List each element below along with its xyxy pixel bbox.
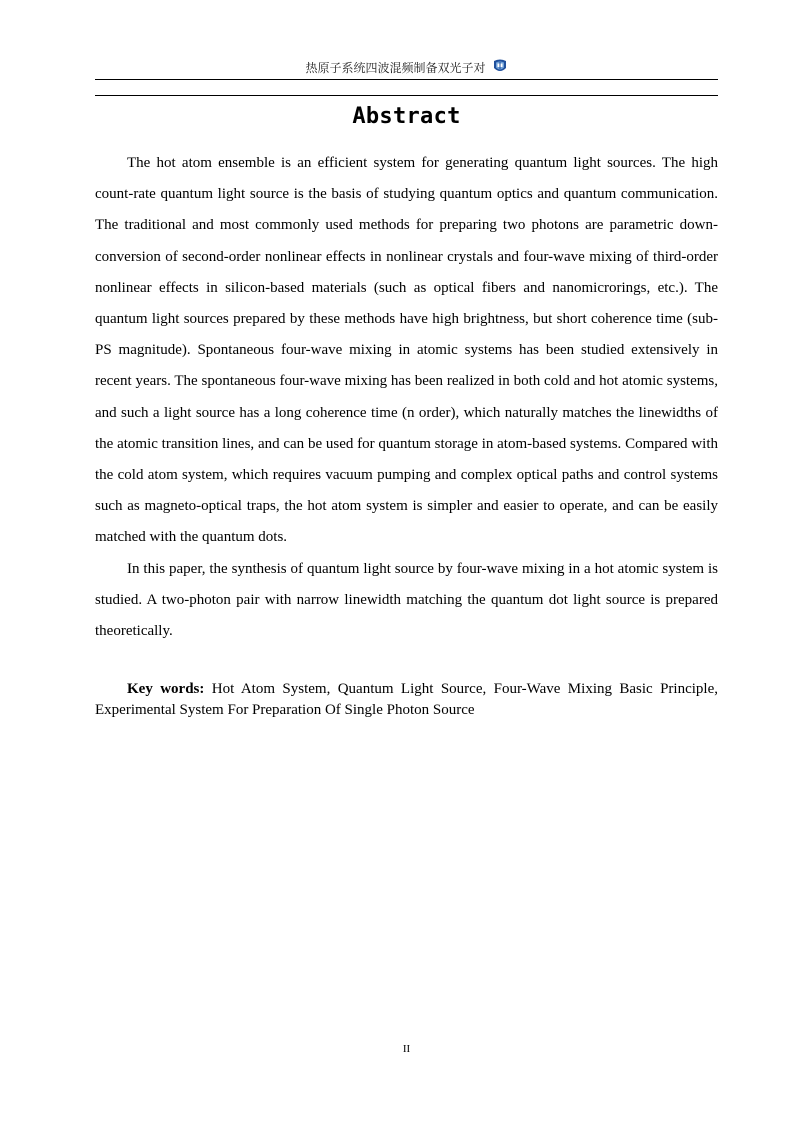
page-title: Abstract: [352, 104, 461, 129]
page-number: II: [402, 1043, 411, 1055]
abstract-body: [95, 148, 718, 647]
abstract-paragraph: The hot atom ensemble is an efficient system for generating quantum light sources. The high count-rate quantum light source is the basis of studying quantum optics and quantum communication. The traditional and most commonly used methods for preparing two photons are parametric down-conversion of second-order nonlinear effects in nonlinear crystals and four-wave mixing of third-order nonlinear effects in silicon-based materials (such as optical fibers and nanomicrorings, etc.). The quantum light sources prepared by these methods have high brightness, but short coherence time (sub-PS magnitude). Spontaneous four-wave mixing in atomic systems has been studied extensively in recent years. The spontaneous four-wave mixing has been realized in both cold and hot atomic systems, and such a light source has a long coherence time (n order), which naturally matches the linewidths of the atomic transition lines, and can be used for quantum storage in atom-based systems. Compared with the cold atom system, which requires vacuum pumping and complex optical paths and control systems such as magneto-optical traps, the hot atom system is simpler and easier to operate, and can be easily matched with the quantum dots.: [95, 155, 718, 546]
abstract-paragraph: In this paper, the synthesis of quantum light source by four-wave mixing in a hot atomic system is studied. A two-photon pair with narrow linewidth matching the quantum dot light source is prepared theoretically.: [95, 560, 718, 640]
university-emblem-icon: [492, 58, 508, 74]
keywords: [95, 679, 718, 721]
keywords-label: Key words:: [127, 681, 205, 697]
running-header-title: 热原子系统四波混频制备双光子对: [305, 61, 486, 75]
header-rule-secondary: [95, 95, 718, 96]
header-rule: [95, 79, 718, 80]
keywords-text: Hot Atom System, Quantum Light Source, Four-Wave Mixing Basic Principle, Experimental System For Preparation Of Single Photon Source: [95, 681, 718, 718]
running-header: [95, 59, 718, 77]
